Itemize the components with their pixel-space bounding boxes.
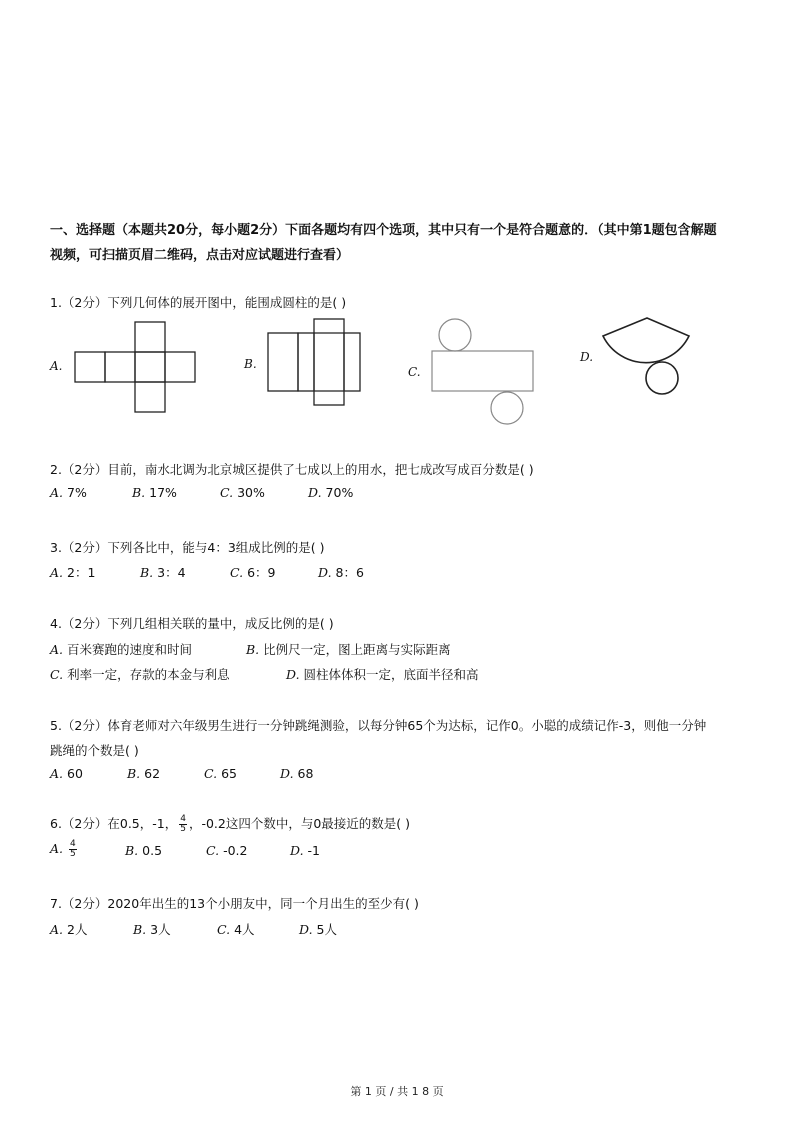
q6-option-c <box>206 843 247 858</box>
option-letter: C. <box>230 565 244 580</box>
fraction-denominator: 5 <box>70 849 76 859</box>
q6-option-a <box>50 840 79 859</box>
q5-option-a <box>50 766 83 781</box>
q6-fraction <box>179 815 187 834</box>
q1-label-a: A. <box>50 359 63 373</box>
option-text: -0.2 <box>223 843 248 858</box>
option-text: 60 <box>67 766 83 781</box>
option-text: 17% <box>149 485 177 500</box>
q5-option-c <box>204 766 237 781</box>
question-5-stem-line2: 跳绳的个数是( ) <box>50 743 139 758</box>
q1-figure-a-cube-net <box>70 320 205 415</box>
option-text: 5人 <box>316 922 337 937</box>
option-letter: A. <box>50 642 64 657</box>
q1-figure-c-cylinder-net <box>425 316 540 428</box>
option-text: 3：4 <box>157 565 186 580</box>
section-heading-line1: 一、选择题（本题共20分，每小题2分）下面各题均有四个选项，其中只有一个是符合题意的．（其中第1题包含解题 <box>50 223 717 238</box>
q4-option-d <box>286 665 479 683</box>
question-1-stem: 1.（2分）下列几何体的展开图中，能围成圆柱的是( ) <box>50 295 347 310</box>
q4-option-b <box>246 640 451 658</box>
option-letter: A. <box>50 922 64 937</box>
question-3-stem: 3.（2分）下列各比中，能与4：3组成比例的是( ) <box>50 540 325 555</box>
q7-option-a <box>50 920 87 938</box>
q2-option-d <box>308 485 353 500</box>
question-4-stem: 4.（2分）下列几组相关联的量中，成反比例的是( ) <box>50 616 334 631</box>
q3-option-c <box>230 563 275 581</box>
option-letter: A. <box>50 766 64 781</box>
option-text: 6：9 <box>247 565 276 580</box>
option-text: 0.5 <box>142 843 163 858</box>
option-letter: B. <box>140 565 154 580</box>
option-letter: D. <box>290 843 304 858</box>
q5-option-d <box>280 766 313 781</box>
option-letter: B. <box>246 642 260 657</box>
q6-stem-pre: 6.（2分）在0.5，-1， <box>50 816 178 831</box>
option-letter: D. <box>299 922 313 937</box>
option-letter: D. <box>280 766 294 781</box>
question-5-stem-line1: 5.（2分）体育老师对六年级男生进行一分钟跳绳测验，以每分钟65个为达标，记作0。小聪的成绩记作-3，则他一分钟 <box>50 718 707 733</box>
q4-option-c <box>50 665 230 683</box>
option-letter: C. <box>50 667 64 682</box>
option-text: 8：6 <box>335 565 364 580</box>
q3-option-b <box>140 563 186 581</box>
fraction-numerator: 4 <box>70 839 76 849</box>
option-text: 3人 <box>150 922 171 937</box>
option-letter: B. <box>132 485 146 500</box>
question-6-stem <box>50 814 410 834</box>
q6-option-a-fraction <box>69 840 77 859</box>
option-letter: C. <box>217 922 231 937</box>
q3-option-a <box>50 563 95 581</box>
option-text: 30% <box>237 485 265 500</box>
option-letter: B. <box>127 766 141 781</box>
q5-option-b <box>127 766 160 781</box>
option-letter: B. <box>133 922 147 937</box>
option-text: 百米赛跑的速度和时间 <box>67 642 193 657</box>
option-text: 68 <box>297 766 314 781</box>
option-letter: B. <box>125 843 139 858</box>
option-text: 7% <box>67 485 87 500</box>
page-footer: 第 1 页 / 共 1 8 页 <box>350 1085 444 1098</box>
option-letter: C. <box>206 843 220 858</box>
option-text: 2：1 <box>67 565 96 580</box>
question-2-stem: 2.（2分）目前，南水北调为北京城区提供了七成以上的用水，把七成改写成百分数是( ) <box>50 462 534 477</box>
option-letter: D. <box>286 667 300 682</box>
option-letter: A. <box>50 841 64 856</box>
q6-option-b <box>125 843 162 858</box>
option-letter: C. <box>204 766 218 781</box>
section-heading-line2: 视频，可扫描页眉二维码，点击对应试题进行查看） <box>50 248 350 263</box>
q3-option-d <box>318 563 364 581</box>
option-text: 圆柱体体积一定，底面半径和高 <box>303 667 479 682</box>
option-text: 2人 <box>67 922 88 937</box>
option-letter: D. <box>308 485 322 500</box>
fraction-denominator: 5 <box>180 824 186 834</box>
q1-label-c: C. <box>408 365 421 379</box>
q4-option-a <box>50 640 192 658</box>
option-text: 70% <box>325 485 354 500</box>
q7-option-c <box>217 920 255 938</box>
option-letter: D. <box>318 565 332 580</box>
q1-label-b: B. <box>244 357 257 371</box>
question-7-stem: 7.（2分）2020年出生的13个小朋友中，同一个月出生的至少有( ) <box>50 896 419 911</box>
option-text: 4人 <box>234 922 255 937</box>
option-text: -1 <box>307 843 321 858</box>
q7-option-d <box>299 920 337 938</box>
q6-option-d <box>290 843 320 858</box>
q1-figure-d-cone-net <box>600 314 700 400</box>
q2-option-c <box>220 485 265 500</box>
q1-figure-b-prism-net <box>264 315 364 410</box>
option-text: 利率一定，存款的本金与利息 <box>67 667 230 682</box>
option-text: 65 <box>221 766 237 781</box>
q6-stem-post: ，-0.2这四个数中，与0最接近的数是( ) <box>188 816 411 831</box>
option-text: 62 <box>144 766 161 781</box>
option-letter: A. <box>50 565 64 580</box>
option-letter: A. <box>50 485 64 500</box>
fraction-numerator: 4 <box>180 814 186 824</box>
option-letter: C. <box>220 485 234 500</box>
q1-label-d: D. <box>580 350 594 364</box>
q2-option-b <box>132 485 177 500</box>
option-text: 比例尺一定，图上距离与实际距离 <box>263 642 451 657</box>
q2-option-a <box>50 485 87 500</box>
q7-option-b <box>133 920 171 938</box>
